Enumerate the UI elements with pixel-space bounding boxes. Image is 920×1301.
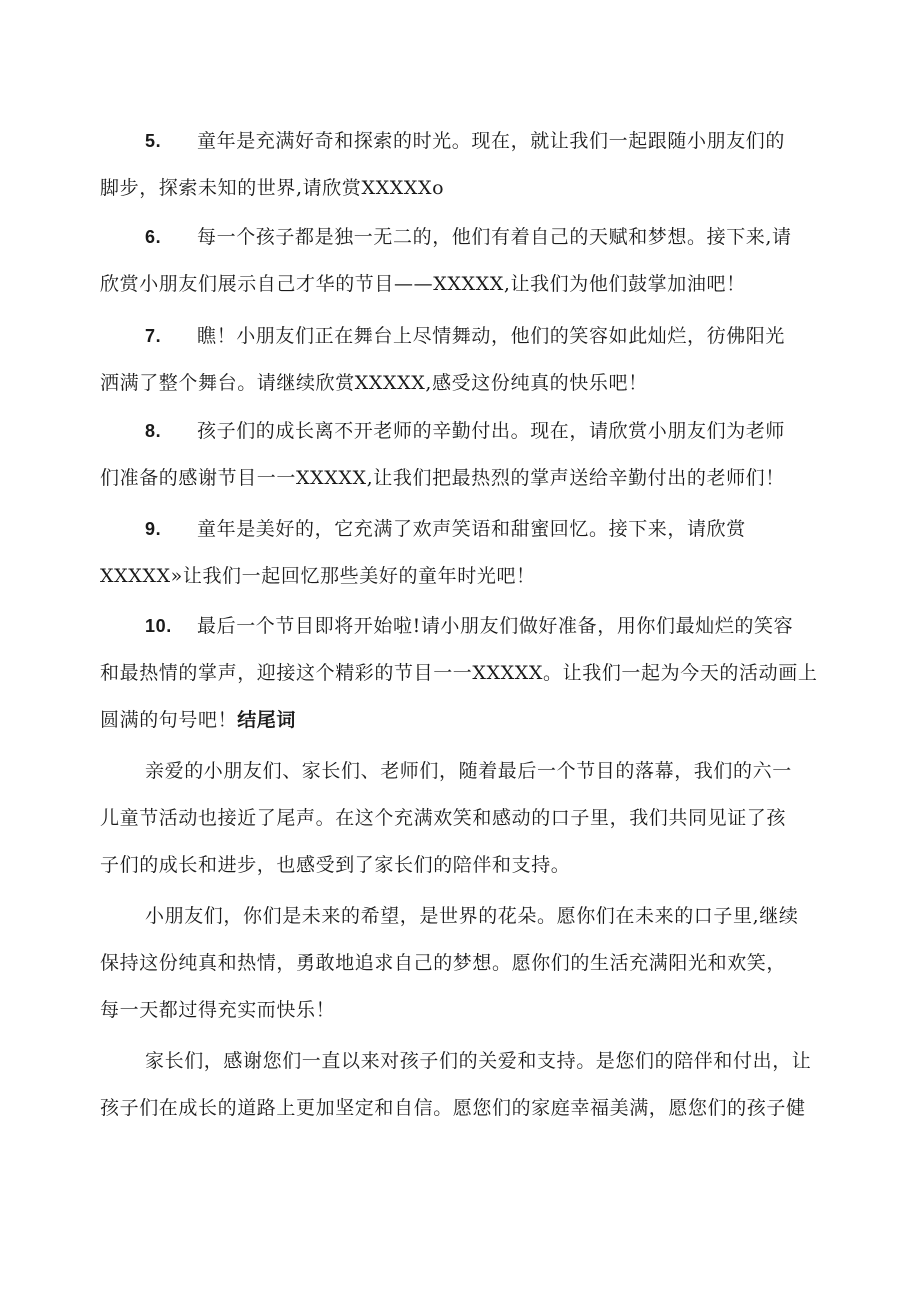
section-heading: 结尾词 (237, 709, 297, 731)
list-item-line: XXXXX»让我们一起回忆那些美好的童年时光吧！ (100, 565, 536, 587)
list-item-9 (100, 506, 822, 600)
item-number: 9. (145, 519, 162, 539)
item-number: 5. (145, 131, 162, 151)
paragraph-text: 家长们，感谢您们一直以来对孩子们的关爱和支持。是您们的陪伴和付出，让 (145, 1050, 812, 1072)
list-item-line (100, 313, 822, 360)
paragraph-text: 亲爱的小朋友们、家长们、老师们，随着最后一个节目的落幕，我们的六一 (145, 760, 792, 782)
list-item-line (100, 506, 822, 553)
item-number: 10. (145, 616, 172, 636)
item-text: 每一个孩子都是独一无二的，他们有着自己的天赋和梦想。接下来,请 (197, 226, 792, 248)
list-item-line: 们准备的感谢节目一一XXXXX,让我们把最热烈的掌声送给辛勤付出的老师们！ (100, 467, 785, 489)
item-text: 瞧！小朋友们正在舞台上尽情舞动，他们的笑容如此灿烂，彷佛阳光 (197, 325, 786, 347)
paragraph-line (100, 1038, 822, 1085)
list-item-10 (100, 603, 822, 744)
list-item-line (100, 603, 822, 650)
item-text: 圆满的句号吧！ (100, 709, 238, 731)
list-item-line (100, 408, 822, 455)
paragraph-line: 每一天都过得充实而快乐！ (100, 999, 336, 1021)
item-text: 孩子们的成长离不开老师的辛勤付出。现在，请欣赏小朋友们为老师 (197, 420, 786, 442)
list-item-5 (100, 118, 822, 212)
paragraph-line: 儿童节活动也接近了尾声。在这个充满欢笑和感动的口子里，我们共同见证了孩 (100, 807, 787, 829)
paragraph-line: 孩子们在成长的道路上更加坚定和自信。愿您们的家庭幸福美满，愿您们的孩子健 (100, 1097, 806, 1119)
list-item-line: 洒满了整个舞台。请继续欣赏XXXXX,感受这份纯真的快乐吧！ (100, 372, 648, 394)
list-item-line (100, 118, 822, 165)
list-item-line (100, 214, 822, 261)
list-item-8 (100, 408, 822, 502)
list-item-line: 脚步，探索未知的世界,请欣赏XXXXXo (100, 177, 445, 199)
paragraph-line (100, 748, 822, 795)
list-item-line (100, 697, 822, 744)
item-text: 最后一个节目即将开始啦!请小朋友们做好准备，用你们最灿烂的笑容 (197, 615, 794, 637)
paragraph-line (100, 893, 822, 940)
closing-paragraph-1 (100, 748, 822, 889)
item-number: 8. (145, 421, 162, 441)
list-item-line: 和最热情的掌声，迎接这个精彩的节目一一XXXXX。让我们一起为今天的活动画上 (100, 662, 818, 684)
item-number: 6. (145, 227, 162, 247)
paragraph-line: 子们的成长和进步，也感受到了家长们的陪伴和支持。 (100, 854, 571, 876)
closing-paragraph-3 (100, 1038, 822, 1132)
list-item-6 (100, 214, 822, 308)
item-text: 童年是美好的，它充满了欢声笑语和甜蜜回忆。接下来，请欣赏 (197, 518, 746, 540)
item-text: 童年是充满好奇和探索的时光。现在，就让我们一起跟随小朋友们的 (197, 130, 786, 152)
list-item-7 (100, 313, 822, 407)
list-item-line: 欣赏小朋友们展示自己才华的节目——XXXXX,让我们为他们鼓掌加油吧！ (100, 273, 746, 295)
item-number: 7. (145, 326, 162, 346)
closing-paragraph-2 (100, 893, 822, 1034)
paragraph-text: 小朋友们，你们是未来的希望，是世界的花朵。愿你们在未来的口子里,继续 (145, 905, 799, 927)
paragraph-line: 保持这份纯真和热情，勇敢地追求自己的梦想。愿你们的生活充满阳光和欢笑， (100, 952, 787, 974)
